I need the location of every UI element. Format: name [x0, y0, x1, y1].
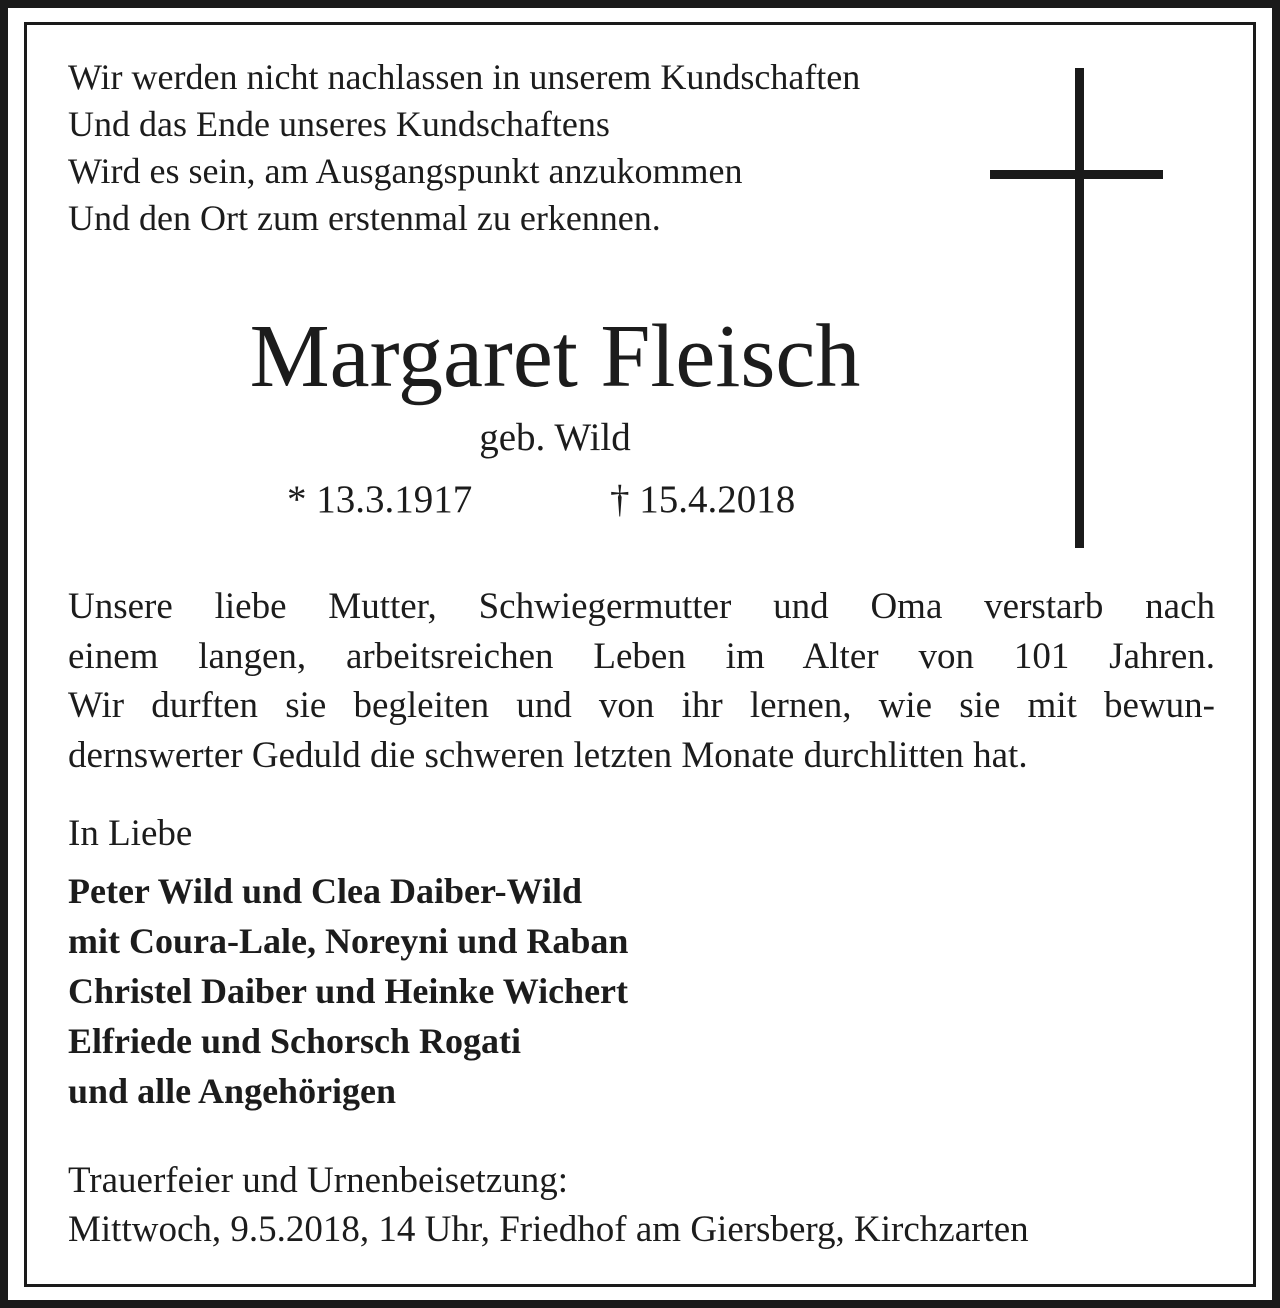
poem-line: Und das Ende unseres Kundschaftens [68, 104, 610, 144]
announcement-line: Unsere liebe Mutter, Schwiegermutter und Oma verstarb nach [68, 586, 1215, 627]
poem-line: Und den Ort zum erstenmal zu erkennen. [68, 198, 661, 238]
mourner-name: mit Coura-Lale, Noreyni und Raban [68, 921, 629, 961]
announcement-line: Wir durften sie begleiten und von ihr lernen, wie sie mit bewun- [68, 685, 1215, 726]
mourner-name: Peter Wild und Clea Daiber-Wild [68, 871, 583, 911]
poem-quote [68, 54, 860, 242]
announcement-line: dernswerter Geduld die schweren letzten Monate durchlitten hat. [68, 734, 1028, 776]
service-details: Mittwoch, 9.5.2018, 14 Uhr, Friedhof am Giersberg, Kirchzarten [68, 1209, 1029, 1250]
mourner-name: und alle Angehörigen [68, 1071, 397, 1111]
maiden-name: geb. Wild [479, 416, 631, 459]
poem-line: Wird es sein, am Ausgangspunkt anzukommen [68, 151, 743, 191]
birth-date: * 13.3.1917 [287, 478, 473, 521]
poem-line: Wir werden nicht nachlassen in unserem Kundschaften [68, 57, 861, 97]
mourners-intro: In Liebe [68, 813, 193, 854]
announcement-line: einem langen, arbeitsreichen Leben im Alter von 101 Jahren. [68, 635, 1215, 677]
mourners-list [68, 866, 628, 1116]
cross-icon [1075, 68, 1084, 548]
announcement-text [68, 582, 1215, 780]
death-date: † 15.4.2018 [610, 478, 796, 521]
mourner-name: Elfriede und Schorsch Rogati [68, 1021, 522, 1061]
mourner-name: Christel Daiber und Heinke Wichert [68, 971, 629, 1011]
service-heading: Trauerfeier und Urnenbeisetzung: [68, 1160, 569, 1201]
deceased-name: Margaret Fleisch [249, 307, 861, 406]
funeral-service [68, 1156, 1029, 1254]
cross-icon-bar [990, 170, 1163, 179]
